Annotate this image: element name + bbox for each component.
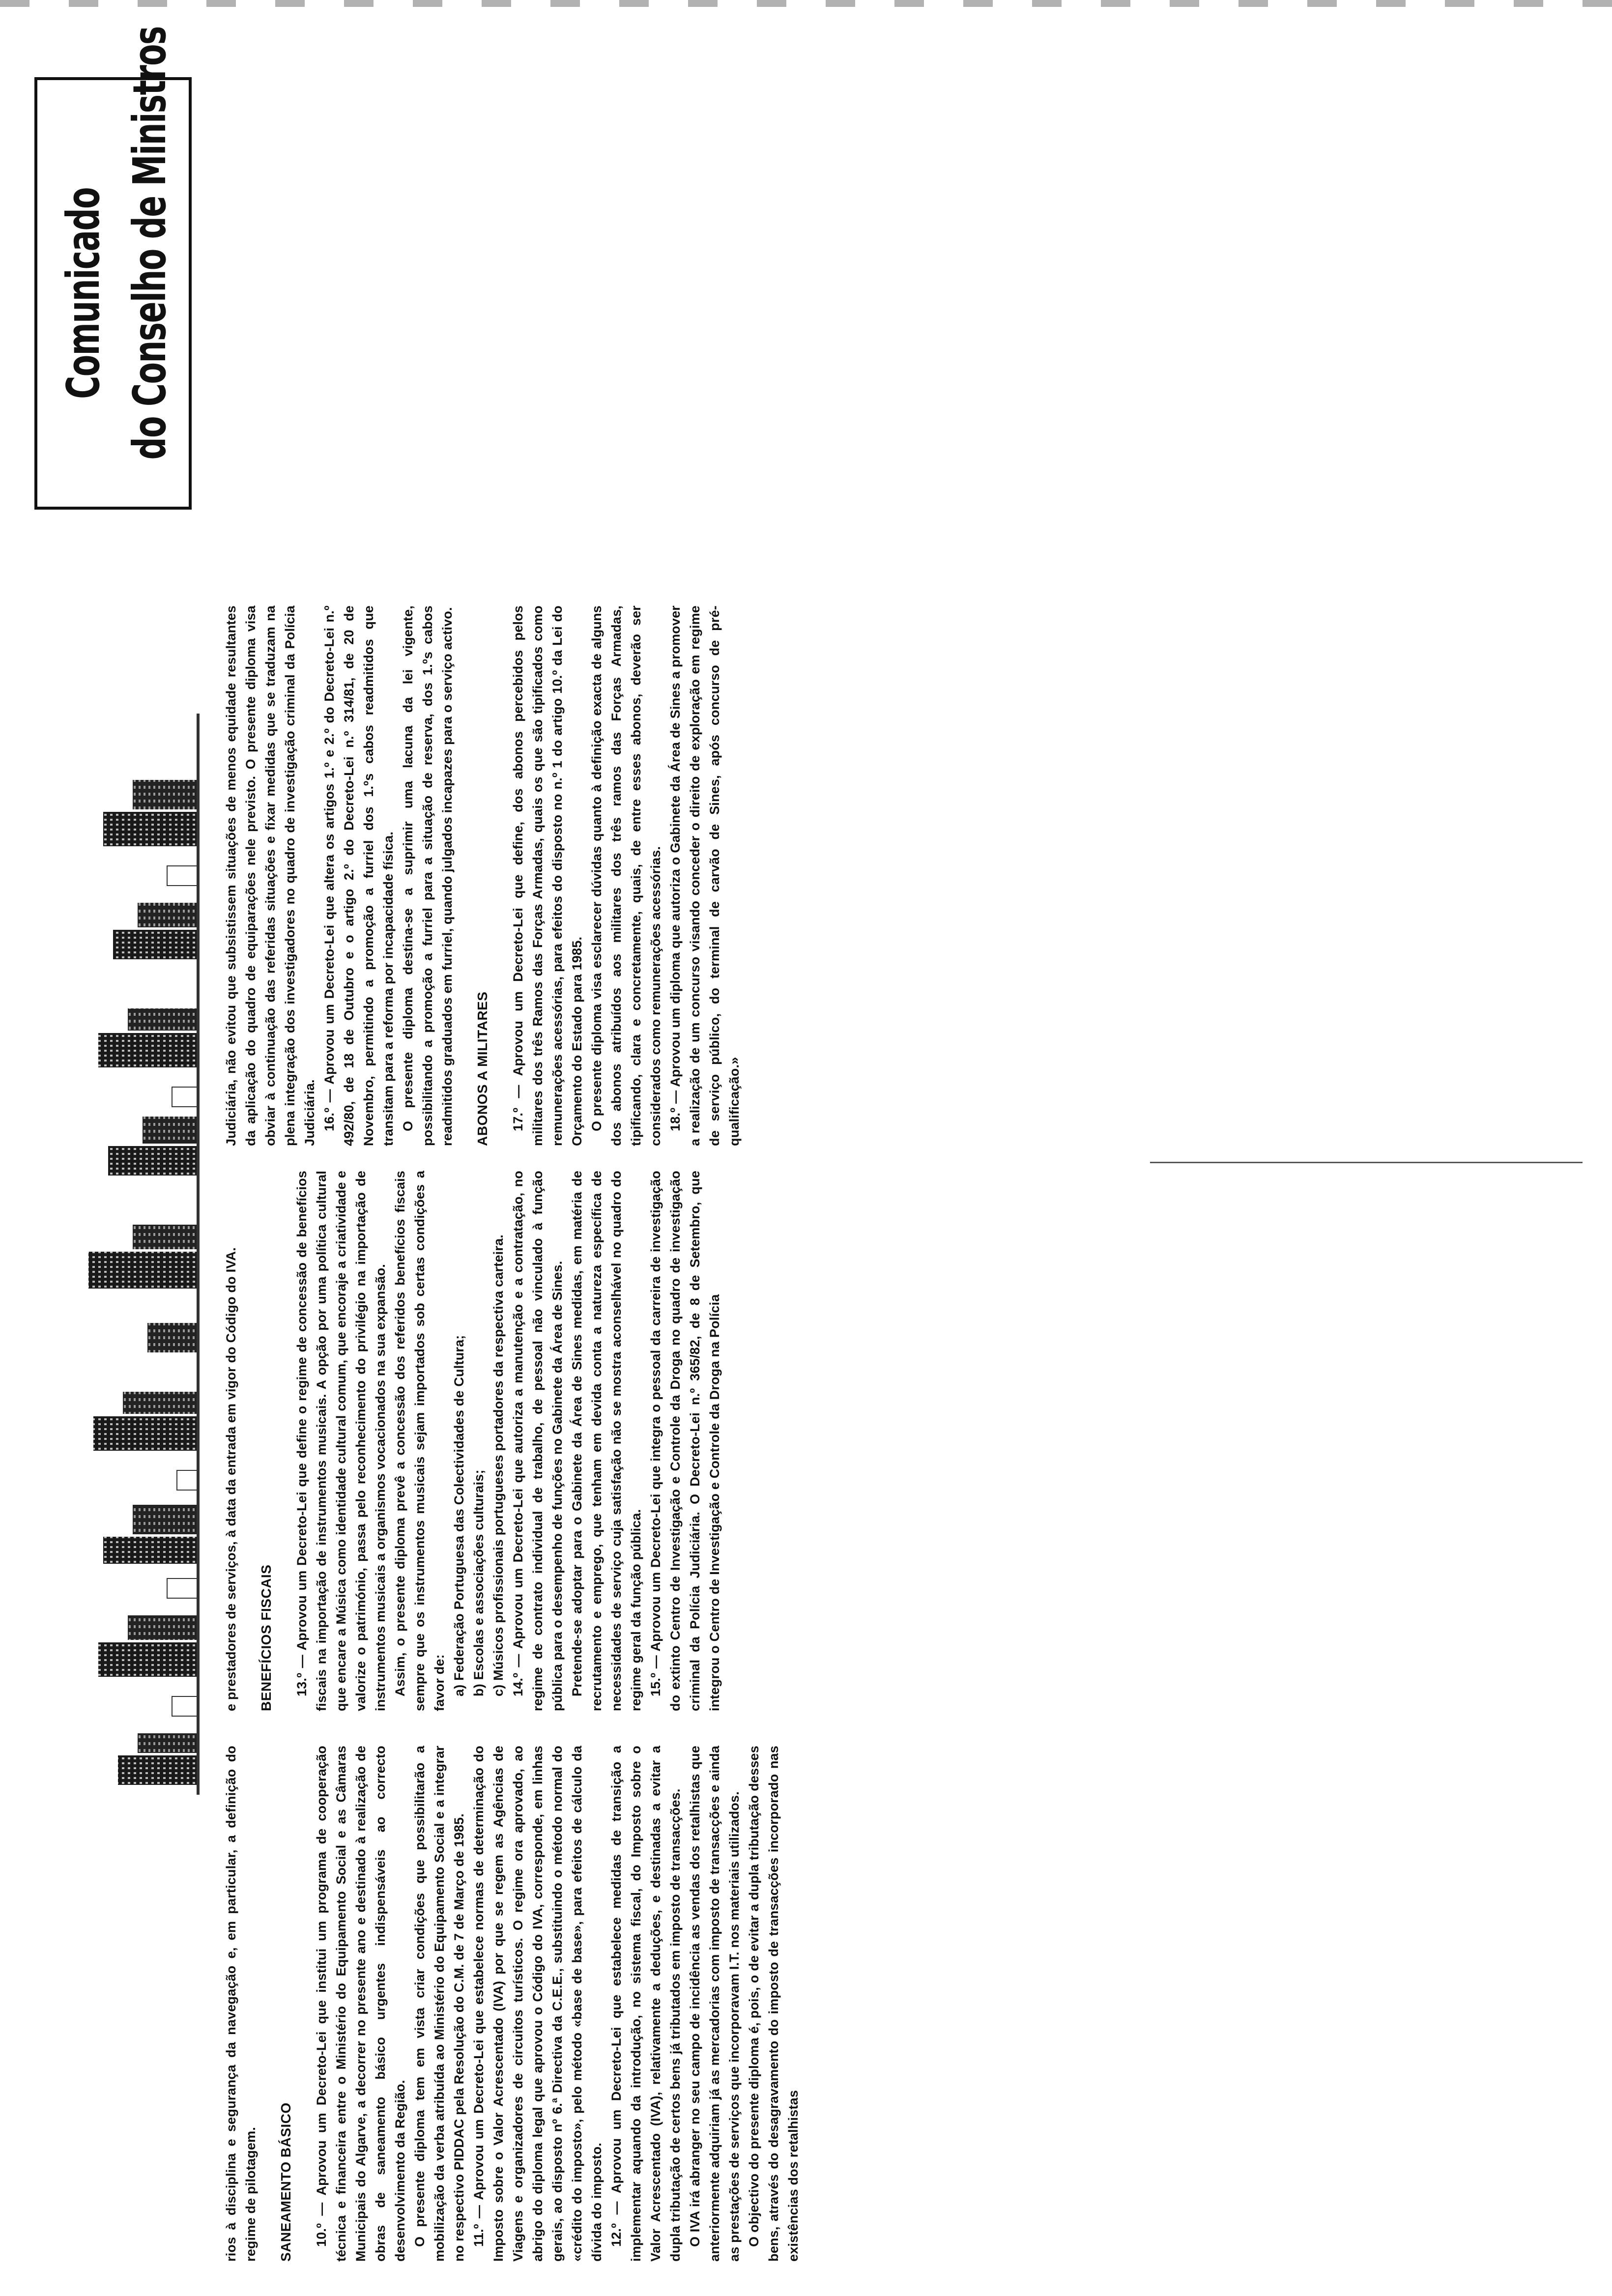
- paragraph: 16.º — Aprovou um Decreto-Lei que altera os artigos 1.º e 2.º do Decreto-Lei n.º 492/80, de 18 de Outubro e o artigo 2.º do Decreto-Lei n.º 314/81, de 20 de Novembro, permitindo a promoção a furriel dos 1.ºs cabos readmitidos que transitam para a reforma por incapacidade física.: [322, 605, 396, 1146]
- list-item: c) Músicos profissionais portugueses portadores da respectiva carteira.: [491, 1234, 506, 1696]
- skyline-banner-image: [74, 714, 202, 1795]
- paragraph: 13.º — Aprovou um Decreto-Lei que define o regime de concessão de benefícios fiscais na importação de instrumentos musicais. A opção por uma política cultural que encare a Música como identidade cultural comum, que encoraje a criatividade e valorize o património, passa pelo reconhecimento do privilégio na importação de instrumentos musicais a organismos vocacionados na sua expansão.: [294, 1171, 388, 1711]
- paragraph: 18.º — Aprovou um diploma que autoriza o Gabinete da Área de Sines a promover a realização de um concurso visando conceder o direito de exploração em regime de serviço público, do terminal de carvão de Sines, após concurso de pré-qualificação.»: [668, 605, 742, 1146]
- title-line-1: Comunicado: [57, 188, 110, 399]
- title-box: [34, 27, 192, 510]
- paragraph: Judiciária, não evitou que subsistissem situações de menos equidade resultantes da aplicação do quadro de equiparações nele previsto. O presente diploma visa obviar à continuação das referidas situações e fixar medidas que se traduzam na plena integração dos investigadores no quadro de investigação criminal da Polícia Judiciária.: [224, 605, 317, 1146]
- column-2: [221, 1171, 724, 1711]
- column-divider: [1150, 1162, 1583, 1163]
- title-line-2: do Conselho de Ministros: [123, 27, 176, 460]
- building-group: [88, 780, 197, 1785]
- paragraph: Pretende-se adoptar para o Gabinete da Área de Sines medidas, em matéria de recrutamento e emprego, que tenham em devida conta a natureza específica de necessidades de serviço cuja satisfação não se mostra aconselhável no quadro do regime geral da função pública.: [570, 1171, 643, 1711]
- paragraph: 14.º — Aprovou um Decreto-Lei que autoriza a manutenção e a contratação, no regime de contrato individual de trabalho, de pessoal não vinculado à função pública para o desempenho de funções no Gabinete da Área de Sines.: [511, 1171, 565, 1711]
- list-item: a) Federação Portuguesa das Colectividades de Cultura;: [452, 1335, 466, 1696]
- list-item: b) Escolas e associações culturais;: [471, 1469, 486, 1696]
- paragraph: 10.º — Aprovou um Decreto-Lei que institui um programa de cooperação técnica e financeira entre o Ministério do Equipamento Social e as Câmaras Municipais do Algarve, a decorrer no presente ano e destinado à realização de obras de saneamento básico urgentes indispensáveis ao correcto desenvolvimento da Região.: [314, 1746, 407, 2262]
- paragraph: 11.º — Aprovou um Decreto-Lei que estabelece normas de determinação do Imposto sobre o Valor Acrescentado (IVA) por que se regem as Agências de Viagens e organizadores de circuitos turísticos. O regime ora aprovado, ao abrigo do diploma legal que aprovou o Código do IVA, corresponde, em linhas gerais, ao disposto nº 6.ª Directiva da C.E.E., substituindo o método normal do «crédito do imposto», pelo método «base de base», para efeitos de cálculo da dívida do imposto.: [471, 1746, 604, 2262]
- paragraph: rios à disciplina e segurança da navegação e, em particular, a definição do regime de pilotagem.: [224, 1746, 258, 2262]
- section-heading-abonos: ABONOS A MILITARES: [475, 991, 490, 1146]
- paragraph: 17.º — Aprovou um Decreto-Lei que define, dos abonos percebidos pelos militares dos três Ramos das Forças Armadas, quais os que são tipificados como remunerações acessórias, para efeitos do disposto no n.º 1 do artigo 10.º da Lei do Orçamento do Estado para 1985.: [511, 605, 584, 1146]
- column-3: [221, 605, 744, 1146]
- paragraph: O objectivo do presente diploma é, pois, o de evitar a dupla tributação desses bens, através do desagravamento do imposto de transacções incorporado nas existências dos retalhistas: [747, 1746, 801, 2262]
- paragraph: e prestadores de serviços, à data da entrada em vigor do Código do IVA.: [224, 1247, 238, 1711]
- paragraph: O presente diploma destina-se a suprimir uma lacuna da lei vigente, possibilitando a promoção a furriel para a situação de reserva, dos 1.ºs cabos readmitidos graduados em furriel, quando julgados incapazes para o serviço activo.: [401, 605, 455, 1146]
- conditions-list: [449, 1171, 508, 1711]
- paragraph: O IVA irá abranger no seu campo de incidência as vendas dos retalhistas que anteriormente adquiriam já as mercadorias com imposto de transacções e ainda as prestações de serviços que incorporavam I.T. nos materiais utilizados.: [688, 1746, 742, 2262]
- paragraph: Assim, o presente diploma prevê a concessão dos referidos benefícios fiscais sempre que os instrumentos musicais sejam importados sob certas condições a favor de:: [393, 1171, 447, 1711]
- paragraph: O presente diploma visa esclarecer dúvidas quanto à definição exacta de alguns dos abonos atribuídos aos militares dos três ramos das Forças Armadas, tipificando, clara e concretamente, quais, de entre esses abonos, deverão ser considerados como remunerações acessórias.: [589, 605, 663, 1146]
- paragraph: O presente diploma tem em vista criar condições que possibilitarão a mobilização da verba atribuída ao Ministério do Equipamento Social e a integrar no respectivo PIDDAC pela Resolução do C.M. de 7 de Março de 1985.: [412, 1746, 466, 2262]
- paragraph: 12.º — Aprovou um Decreto-Lei que estabelece medidas de transição a implementar aquando da introdução, no sistema fiscal, do Imposto sobre o Valor Acrescentado (IVA), relativamente a deduções, e destinadas a evitar a dupla tributação de certos bens já tributados em imposto de transacções.: [609, 1746, 683, 2262]
- section-heading-beneficios: BENEFÍCIOS FISCAIS: [259, 1564, 274, 1711]
- column-1: [221, 1746, 803, 2262]
- paragraph: 15.º — Aprovou um Decreto-Lei que integra o pessoal da carreira de investigação do extinto Centro de Investigação e Controle da Droga no quadro de investigação criminal da Polícia Judiciária. O Decreto-Lei n.º 365/82, de 8 de Setembro, que integrou o Centro de Investigação e Controle da Droga na Polícia: [648, 1171, 722, 1711]
- section-heading-saneamento: SANEAMENTO BÁSICO: [278, 2102, 293, 2262]
